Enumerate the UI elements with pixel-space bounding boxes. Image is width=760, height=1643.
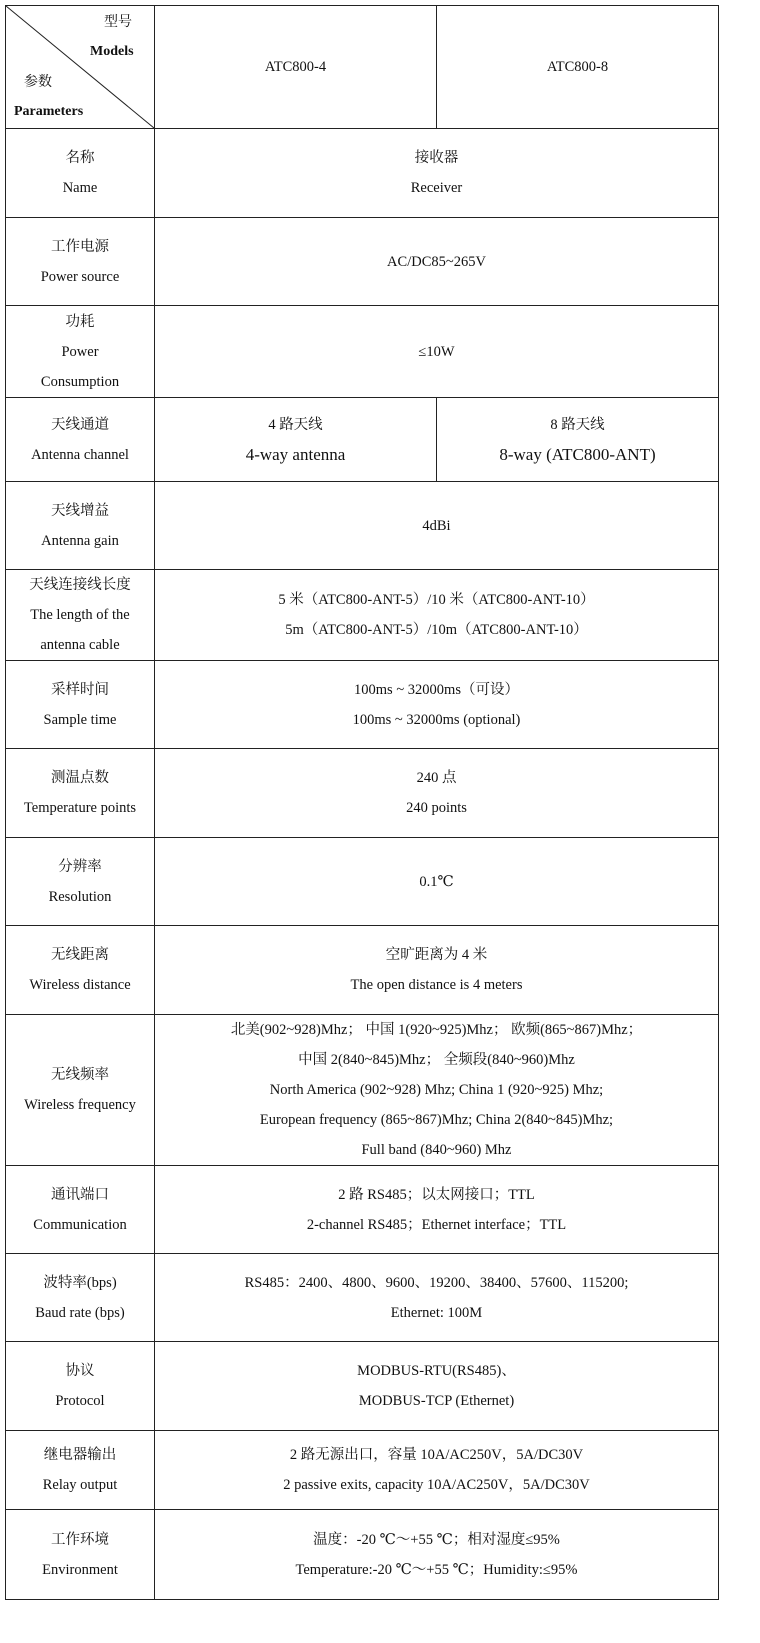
param-label: 无线距离 Wireless distance [6,926,155,1015]
param-value: ≤10W [155,306,719,398]
param-value: 北美(902~928)Mhz； 中国 1(920~925)Mhz； 欧频(865~867)Mhz； 中国 2(840~845)Mhz； 全频段(840~960)Mhz North America (902~928) Mhz; China 1 (920~925) Mhz; European frequency (865~867)Mhz; China 2(840~845)Mhz; Full band (840~960) Mhz [155,1015,719,1166]
param-label: 天线连接线长度 The length of the antenna cable [6,570,155,661]
model-header-atc800-8: ATC800-8 [437,6,719,129]
param-label: 名称 Name [6,129,155,218]
param-value-atc800-8: 8 路天线 8-way (ATC800-ANT) [437,398,719,482]
row-resolution [6,838,719,926]
row-sample-time [6,661,719,749]
param-value: 5 米（ATC800-ANT-5）/10 米（ATC800-ANT-10） 5m（ATC800-ANT-5）/10m（ATC800-ANT-10） [155,570,719,661]
param-value: 接收器 Receiver [155,129,719,218]
param-label: 工作电源 Power source [6,218,155,306]
param-value-atc800-4: 4 路天线 4-way antenna [155,398,437,482]
spec-table [5,5,719,1600]
param-value: 4dBi [155,482,719,570]
param-label: 天线增益 Antenna gain [6,482,155,570]
row-name [6,129,719,218]
row-baud-rate [6,1254,719,1342]
row-protocol [6,1342,719,1431]
models-label-zh: 型号 [104,15,132,30]
param-value: 100ms ~ 32000ms（可设） 100ms ~ 32000ms (optional) [155,661,719,749]
row-temperature-points [6,749,719,838]
corner-header-cell [6,6,155,129]
row-communication [6,1166,719,1254]
param-label: 继电器输出 Relay output [6,1431,155,1510]
models-label-en: Models [90,44,134,59]
param-value: 空旷距离为 4 米 The open distance is 4 meters [155,926,719,1015]
header-row [6,6,719,129]
row-power-source [6,218,719,306]
row-wireless-distance [6,926,719,1015]
parameters-label-zh: 参数 [24,75,52,90]
param-label: 协议 Protocol [6,1342,155,1431]
param-label: 天线通道 Antenna channel [6,398,155,482]
row-antenna-gain [6,482,719,570]
param-value: 0.1℃ [155,838,719,926]
model-header-atc800-4: ATC800-4 [155,6,437,129]
param-label: 无线频率 Wireless frequency [6,1015,155,1166]
param-label: 测温点数 Temperature points [6,749,155,838]
param-label: 功耗 Power Consumption [6,306,155,398]
param-value: AC/DC85~265V [155,218,719,306]
param-label: 分辨率 Resolution [6,838,155,926]
param-label: 通讯端口 Communication [6,1166,155,1254]
param-value: 2 路 RS485；以太网接口；TTL 2-channel RS485；Ethernet interface；TTL [155,1166,719,1254]
param-label: 采样时间 Sample time [6,661,155,749]
row-relay-output [6,1431,719,1510]
row-environment [6,1510,719,1600]
param-value: 2 路无源出口，容量 10A/AC250V，5A/DC30V 2 passive exits, capacity 10A/AC250V，5A/DC30V [155,1431,719,1510]
row-antenna-channel [6,398,719,482]
param-value: 240 点 240 points [155,749,719,838]
param-label: 波特率(bps) Baud rate (bps) [6,1254,155,1342]
row-power-consumption [6,306,719,398]
param-value: 温度：-20 ℃～+55 ℃；相对湿度≤95% Temperature:-20 ℃～+55 ℃；Humidity:≤95% [155,1510,719,1600]
param-value: RS485：2400、4800、9600、19200、38400、57600、115200; Ethernet: 100M [155,1254,719,1342]
row-wireless-frequency [6,1015,719,1166]
parameters-label-en: Parameters [14,104,84,119]
param-label: 工作环境 Environment [6,1510,155,1600]
param-value: MODBUS-RTU(RS485)、 MODBUS-TCP (Ethernet) [155,1342,719,1431]
row-cable-length [6,570,719,661]
